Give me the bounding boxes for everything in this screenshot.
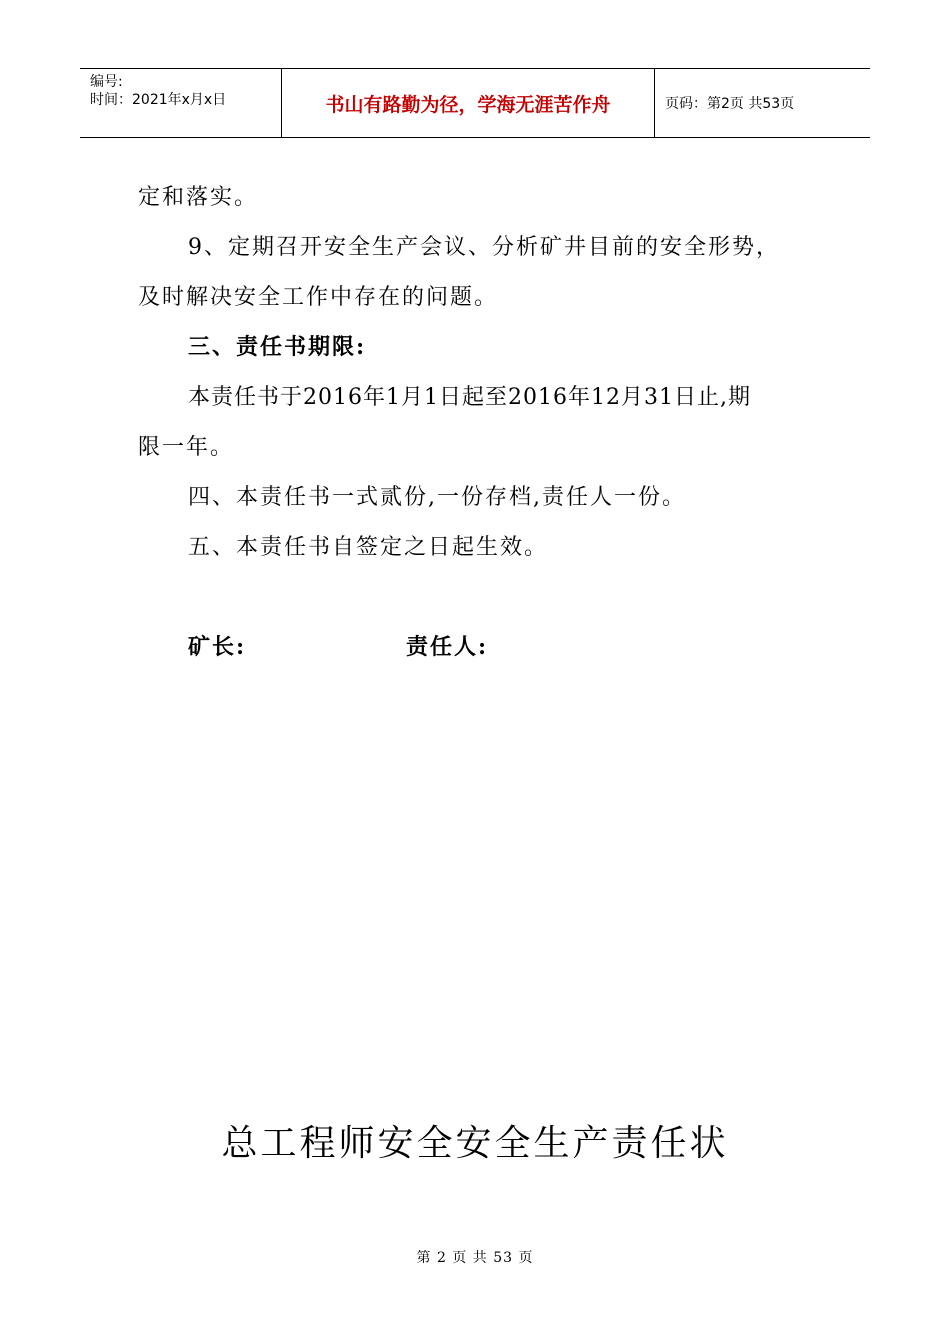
signature-responsible: 责任人: xyxy=(406,634,489,660)
body-line-8: 五、本责任书自签定之日起生效。 xyxy=(188,535,549,560)
body-line-7: 四、本责任书一式贰份,一份存档,责任人一份。 xyxy=(188,485,686,510)
signature-mine-chief: 矿长: xyxy=(188,634,247,660)
next-document-title: 总工程师安全安全生产责任状 xyxy=(221,1123,729,1164)
header-motto: 书山有路勤为径，学海无涯苦作舟 xyxy=(282,69,655,137)
body-line-3: 及时解决安全工作中存在的问题。 xyxy=(138,285,499,310)
body-line-1: 定和落实。 xyxy=(138,185,259,210)
document-number-label: 编号: xyxy=(90,74,123,90)
document-time-label: 时间：2021年x月x日 xyxy=(90,92,227,108)
header-meta xyxy=(80,69,282,137)
page-header xyxy=(80,68,870,138)
body-line-5: 本责任书于2016年1月1日起至2016年12月31日止,期 xyxy=(188,385,751,410)
header-page-label: 页码：第2页 共53页 xyxy=(665,96,795,112)
body-line-2: 9、定期召开安全生产会议、分析矿井目前的安全形势， xyxy=(188,235,780,260)
body-line-6: 限一年。 xyxy=(138,435,235,460)
page-footer: 第 2 页 共 53 页 xyxy=(416,1250,534,1266)
section-heading-term: 三、责任书期限: xyxy=(188,334,367,360)
